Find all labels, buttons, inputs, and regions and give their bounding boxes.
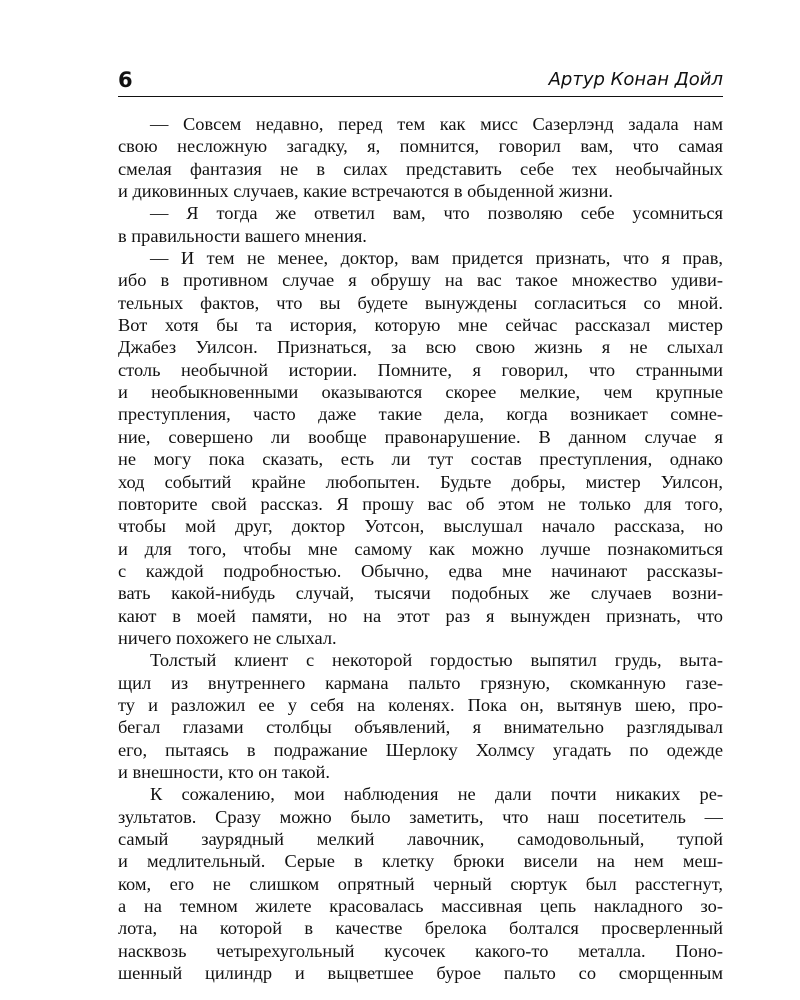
text-line: повторите свой рассказ. Я прошу вас об этом не только для того, [118, 493, 723, 514]
text-line: зультатов. Сразу можно было заметить, что наш посетитель — [118, 806, 723, 827]
text-line: и необыкновенными оказываются скорее мелкие, чем крупные [118, 382, 723, 403]
body-text [118, 113, 723, 984]
text-line: и для того, чтобы мне самому как можно лучше познакомиться [118, 538, 723, 559]
text-line: щил из внутреннего кармана пальто грязную, скомканную газе- [118, 672, 723, 693]
text-line: — Совсем недавно, перед тем как мисс Сазерлэнд задала нам [150, 114, 723, 134]
text-line: кают в моей памяти, но на этот раз я вынужден признать, что [118, 605, 723, 626]
text-line: Джабез Уилсон. Признаться, за всю свою жизнь я не слыхал [118, 337, 723, 358]
text-line: в правильности вашего мнения. [118, 225, 367, 246]
text-line: насквозь четырехугольный кусочек какого-то металла. Поно- [118, 940, 723, 961]
text-line: чтобы мой друг, доктор Уотсон, выслушал начало рассказа, но [118, 516, 723, 537]
text-line: его, пытаясь в подражание Шерлоку Холмсу угадать по одежде [118, 739, 723, 760]
text-line: и внешности, кто он такой. [118, 761, 330, 782]
text-line: и медлительный. Серые в клетку брюки висели на нем меш- [118, 851, 723, 872]
text-line: и диковинных случаев, какие встречаются в обыденной жизни. [118, 181, 613, 202]
text-line: К сожалению, мои наблюдения не дали почти никаких ре- [150, 784, 723, 805]
text-line: преступления, часто даже такие дела, когда возникает сомне- [118, 404, 723, 425]
text-line: ние, совершено ли вообще правонарушение. В данном случае я [118, 426, 723, 447]
text-line: шенный цилиндр и выцветшее бурое пальто со сморщенным [118, 963, 723, 984]
text-line: ту и разложил ее у себя на коленях. Пока он, вытянув шею, про- [118, 694, 723, 715]
text-line: вать какой-нибудь случай, тысячи подобных же случаев возни- [118, 583, 723, 604]
text-line: тельных фактов, что вы будете вынуждены согласиться со мной. [118, 292, 723, 313]
text-line: ничего похожего не слыхал. [118, 627, 337, 648]
text-line: ход событий крайне любопытен. Будьте добры, мистер Уилсон, [118, 471, 723, 492]
text-line: — Я тогда же ответил вам, что позволяю себе усомниться [150, 203, 723, 224]
running-title: Артур Конан Дойл [548, 69, 723, 90]
header-divider [118, 96, 723, 97]
text-line: Толстый клиент с некоторой гордостью выпятил грудь, выта- [150, 650, 723, 671]
text-line: Вот хотя бы та история, которую мне сейчас рассказал мистер [118, 315, 723, 336]
text-line: — И тем не менее, доктор, вам придется признать, что я прав, [150, 248, 723, 269]
text-line: смелая фантазия не в силах представить себе тех необычайных [118, 158, 723, 179]
page-number: 6 [118, 68, 133, 92]
text-line: лота, на которой в качестве брелока болтался просверленный [118, 918, 723, 939]
page-header [118, 66, 723, 98]
text-line: ком, его не слишком опрятный черный сюртук был расстегнут, [118, 873, 723, 894]
text-line: самый заурядный мелкий лавочник, самодовольный, тупой [118, 829, 723, 849]
text-line: свою несложную загадку, я, помнится, говорил вам, что самая [118, 136, 723, 157]
text-line: с каждой подробностью. Обычно, едва мне начинают рассказы- [118, 560, 723, 581]
text-line: а на темном жилете красовалась массивная цепь накладного зо- [118, 896, 723, 917]
text-line: бегал глазами столбцы объявлений, я внимательно разглядывал [118, 717, 723, 738]
text-line: столь необычной истории. Помните, я говорил, что странными [118, 359, 723, 380]
text-line: не могу пока сказать, есть ли тут состав преступления, однако [118, 449, 723, 470]
text-line: ибо в противном случае я обрушу на вас такое множество удиви- [118, 270, 723, 291]
